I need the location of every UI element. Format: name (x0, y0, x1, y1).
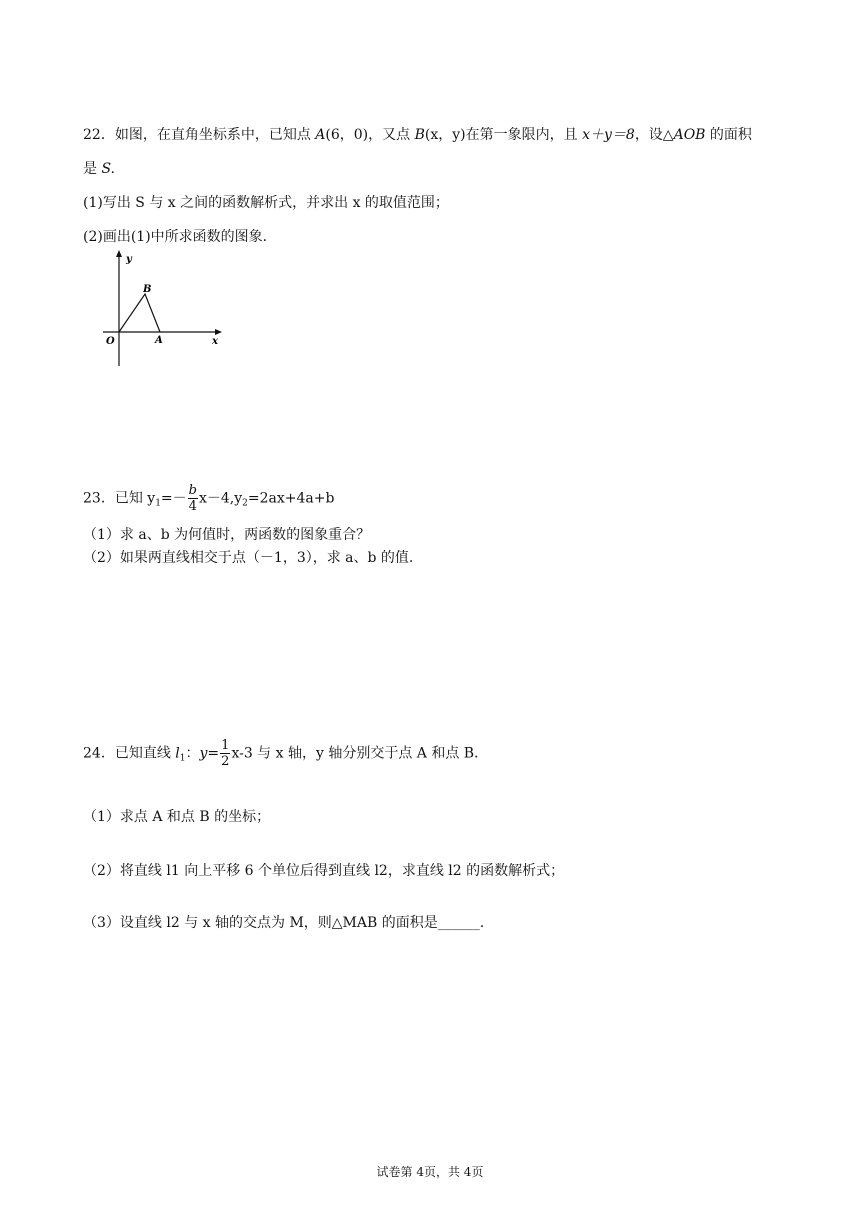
triangle-aob (119, 294, 160, 332)
q22-triangle: AOB (673, 127, 706, 143)
q24-eq: = (207, 745, 220, 762)
x-axis-label: x (212, 336, 218, 347)
q24-frac-num: 1 (221, 738, 230, 753)
q22-coordinate-figure (95, 248, 230, 368)
q22-point-b-coords: (x，y) (424, 127, 466, 143)
q23-line1 (83, 483, 334, 514)
q23-prefix: 已知 y (114, 490, 156, 507)
origin-label: O (106, 336, 115, 347)
y-axis-arrow (116, 250, 122, 257)
q23-part1: （1）求 a、b 为何值时，两函数的图象重合？ (83, 527, 371, 543)
q23-frac-num: b (188, 483, 197, 498)
q22-text-5: 的面积 (705, 127, 752, 143)
q24-line-l: l (175, 745, 180, 762)
q24-frac-den: 2 (221, 754, 230, 769)
q22-number: 22． (83, 127, 115, 143)
q24-fraction (220, 738, 230, 769)
q22-line2 (83, 158, 115, 178)
q24-line-l-sub: 1 (179, 753, 186, 764)
x-axis-arrow (215, 329, 222, 335)
q23-part2: （2）如果两直线相交于点（－1，3），求 a、b 的值. (83, 550, 414, 566)
q22-part2: (2)画出(1)中所求函数的图象． (83, 229, 277, 245)
q22-text-2: ，又点 (368, 127, 415, 143)
q24-text-2: ： (185, 745, 200, 762)
q22-condition: x＋y＝8 (582, 127, 635, 143)
q23-mid: x－4,y (198, 490, 243, 507)
q23-frac-den: 4 (188, 499, 197, 514)
q24-part1: （1）求点 A 和点 B 的坐标； (83, 809, 271, 825)
q23-sub2: 2 (242, 498, 248, 509)
q24-part3: （3）设直线 l2 与 x 轴的交点为 M，则△MAB 的面积是______. (83, 915, 485, 931)
page-footer: 试卷第 4页，共 4页 (376, 1165, 484, 1179)
q24-text-1: 已知直线 (114, 745, 176, 762)
q23-eq2: =2ax+4a+b (247, 490, 335, 507)
q22-text-3: 在第一象限内，且 (465, 127, 583, 143)
q24-line1 (83, 738, 488, 769)
q22-point-a-label: A (315, 127, 326, 143)
q22-part1: (1)写出 S 与 x 之间的函数解析式，并求出 x 的取值范围； (83, 195, 449, 211)
q23-eq1: =－ (160, 490, 187, 507)
q22-line1 (83, 124, 752, 144)
point-a-label: A (155, 335, 163, 346)
q23-sub1: 1 (155, 498, 161, 509)
q22-line2-text: 是 (83, 161, 102, 177)
q23-number: 23． (83, 490, 115, 507)
q22-point-a-coords: (6，0) (325, 127, 369, 143)
q22-text-1: 如图，在直角坐标系中，已知点 (114, 127, 316, 143)
q22-line2-s: S. (101, 161, 115, 177)
q22-point-b-label: B (414, 127, 425, 143)
q23-fraction (188, 483, 198, 514)
q24-text-3: x-3 与 x 轴，y 轴分别交于点 A 和点 B． (231, 745, 489, 762)
q24-number: 24． (83, 745, 115, 762)
q24-y: y (199, 745, 208, 762)
q22-text-4: ，设△ (634, 127, 674, 143)
point-b-label: B (143, 284, 152, 295)
q24-part2: （2）将直线 l1 向上平移 6 个单位后得到直线 l2，求直线 l2 的函数解析式； (83, 863, 565, 879)
y-axis-label: y (126, 254, 132, 265)
